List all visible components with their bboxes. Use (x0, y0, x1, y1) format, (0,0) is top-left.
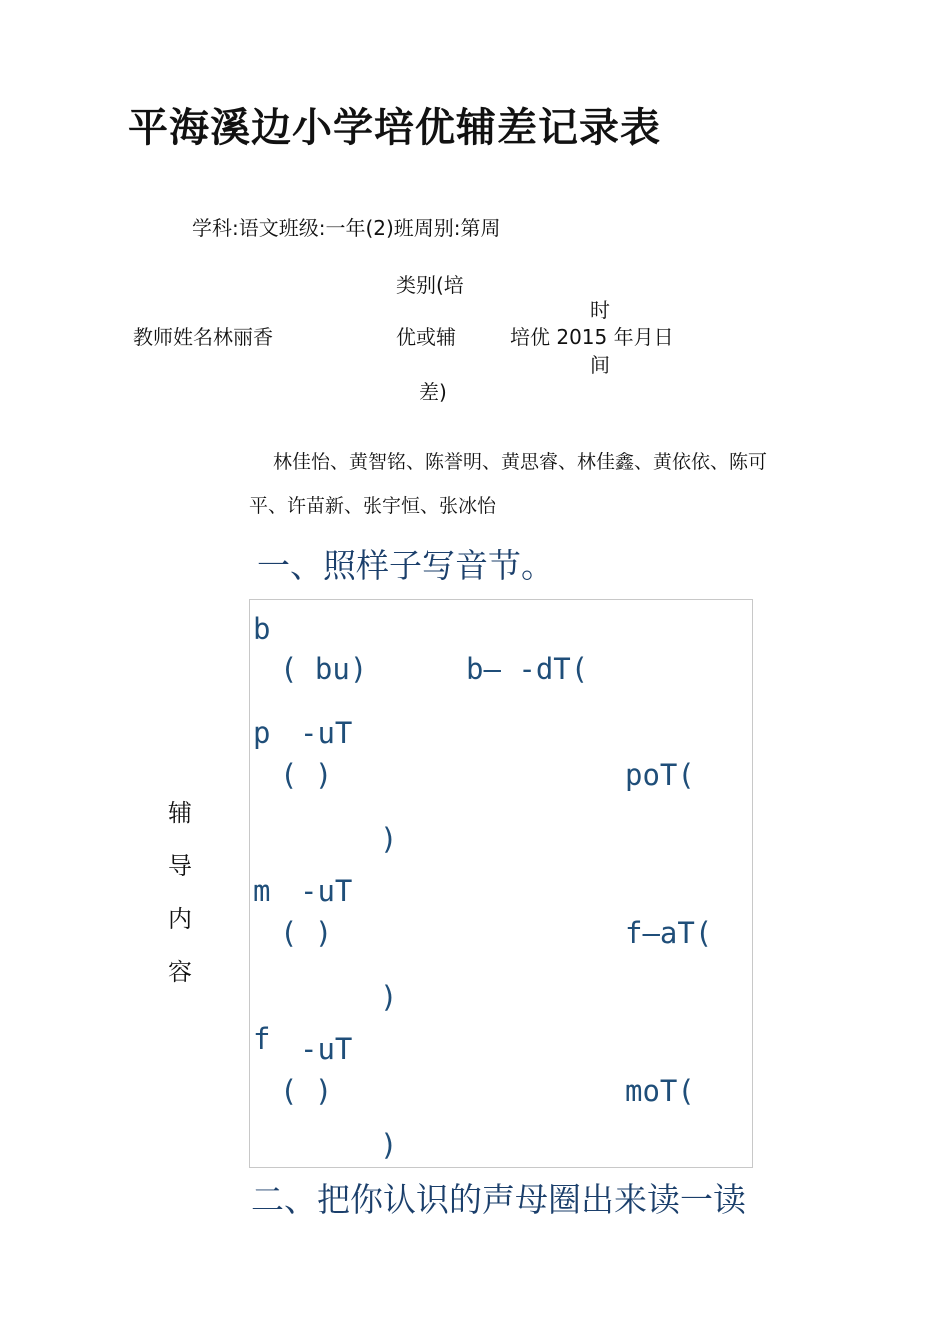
p-answer-paren: ( ) (280, 758, 333, 792)
b-example: ( bu) (280, 652, 368, 686)
time-label-line1: 时 (590, 298, 610, 322)
teacher-name: 教师姓名林丽香 (133, 325, 273, 349)
f-final: -uT (300, 1032, 353, 1066)
f-initial: f (253, 1022, 271, 1056)
row-label-char-3: 内 (168, 905, 192, 933)
row-label-char-2: 导 (168, 852, 192, 880)
category-label-line3: 差) (419, 380, 447, 404)
m-answer-paren: ( ) (280, 916, 333, 950)
exercise-box (249, 599, 753, 1168)
p-initial: p (253, 716, 271, 750)
f-answer-paren: ( ) (280, 1074, 333, 1108)
row-label-char-4: 容 (168, 958, 192, 986)
m-final: -uT (300, 874, 353, 908)
p-close-paren: ) (380, 822, 398, 856)
category-value: 培优 2015 年月日 (510, 325, 674, 349)
b-right-item: b— -dT( (466, 652, 589, 686)
row-label-char-1: 辅 (168, 799, 192, 827)
student-list-line2: 平、许苗新、张宇恒、张冰怡 (249, 495, 497, 517)
category-label-line1: 类别(培 (396, 273, 464, 297)
f-right-item: moT( (625, 1074, 695, 1108)
subject-class-week: 学科:语文班级:一年(2)班周别:第周 (192, 216, 501, 240)
m-initial: m (253, 874, 271, 908)
student-list-line1: 林佳怡、黄智铭、陈誉明、黄思睿、林佳鑫、黄依依、陈可 (273, 451, 768, 473)
page-title: 平海溪边小学培优辅差记录表 (128, 105, 661, 151)
p-final: -uT (300, 716, 353, 750)
m-close-paren: ) (380, 980, 398, 1014)
m-right-item: f—aT( (625, 916, 713, 950)
b-initial: b (253, 612, 271, 646)
category-label-line2: 优或辅 (396, 325, 456, 349)
p-right-item: poT( (625, 758, 695, 792)
f-close-paren: ) (380, 1128, 398, 1162)
section-2-heading: 二、把你认识的声母圈出来读一读 (251, 1180, 746, 1219)
time-label-line2: 间 (590, 353, 610, 377)
section-1-heading: 一、照样子写音节。 (257, 546, 554, 585)
